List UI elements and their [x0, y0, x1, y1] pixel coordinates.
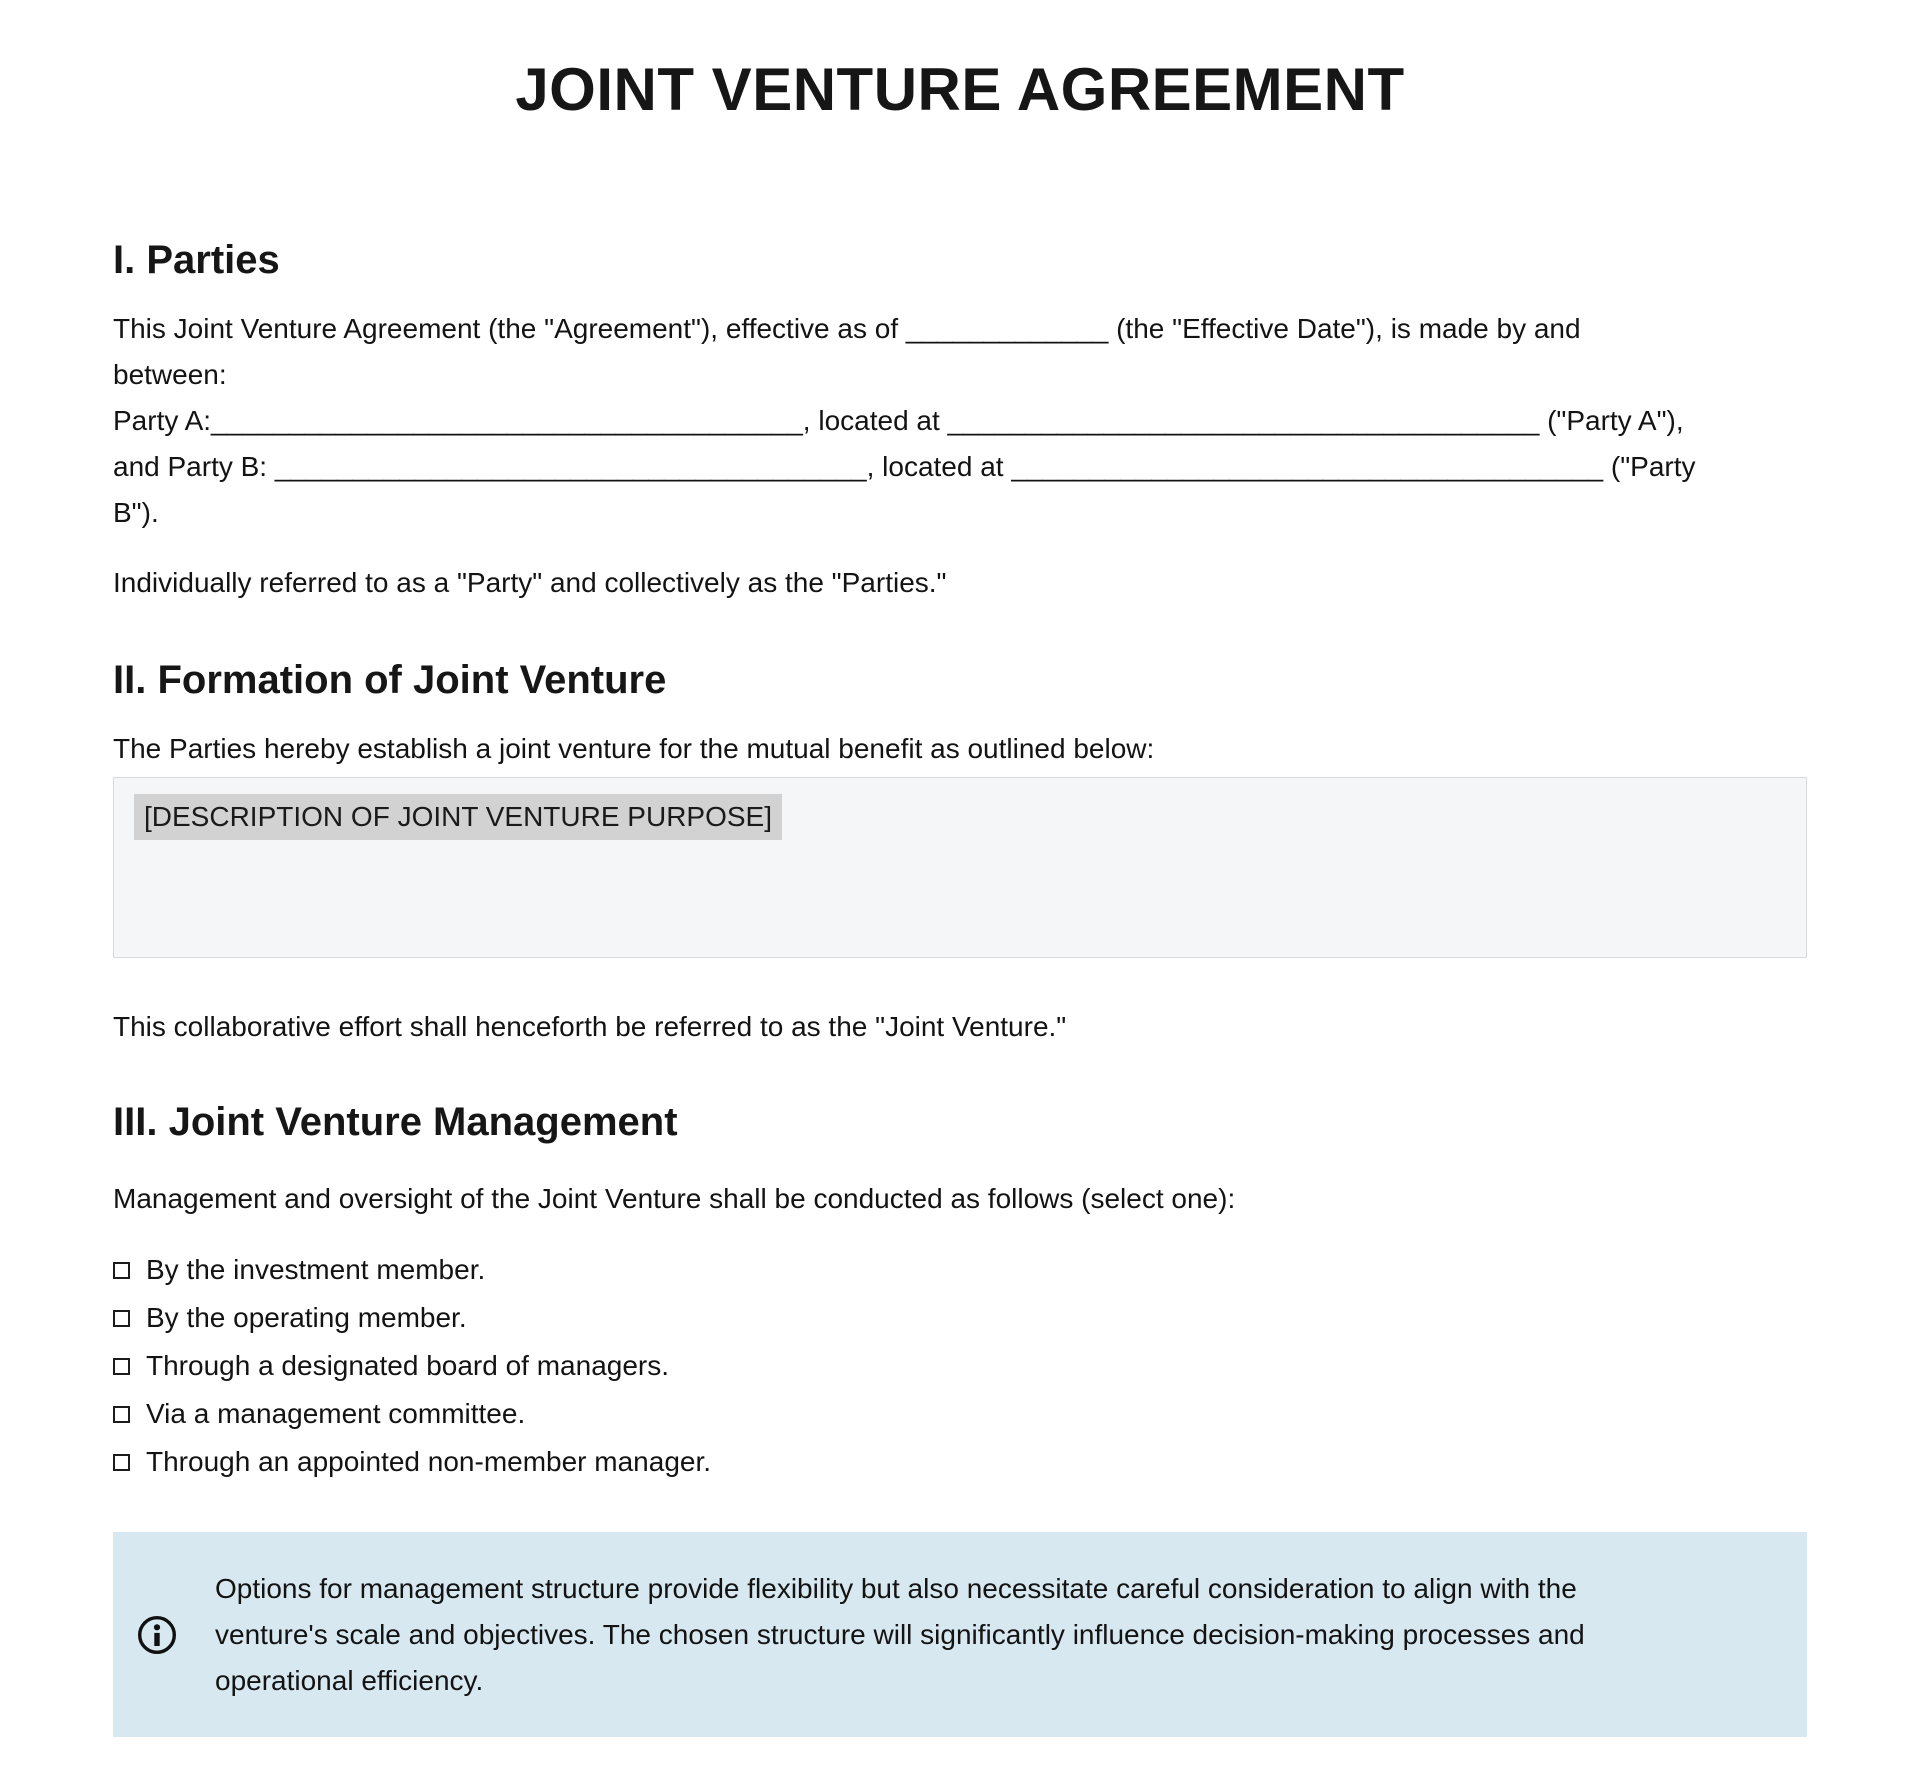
management-option — [113, 1294, 1807, 1342]
management-option — [113, 1390, 1807, 1438]
info-callout — [113, 1532, 1807, 1737]
management-option — [113, 1438, 1807, 1486]
parties-intro-line: B"). — [113, 497, 159, 528]
section-parties-heading: I. Parties — [113, 238, 280, 282]
option-label: Through an appointed non-member manager. — [146, 1446, 712, 1477]
section-management-heading: III. Joint Venture Management — [113, 1100, 678, 1144]
parties-intro — [113, 306, 1807, 536]
section-formation-heading: II. Formation of Joint Venture — [113, 658, 667, 702]
management-option — [113, 1246, 1807, 1294]
section-formation — [113, 656, 1807, 1050]
parties-intro-line: This Joint Venture Agreement (the "Agreement"), effective as of _____________ (the "Effective Date"), is made by and — [113, 313, 1581, 344]
option-label: By the operating member. — [146, 1302, 467, 1333]
parties-intro-line: between: — [113, 359, 227, 390]
management-intro: Management and oversight of the Joint Venture shall be conducted as follows (select one): — [113, 1183, 1236, 1214]
parties-intro-line: Party A:______________________________________, located at ______________________________________ ("Party A"), — [113, 405, 1684, 436]
info-note — [215, 1566, 1585, 1704]
info-circle-icon — [137, 1615, 177, 1655]
description-placeholder: [DESCRIPTION OF JOINT VENTURE PURPOSE] — [134, 794, 782, 840]
option-checkbox[interactable] — [113, 1406, 130, 1423]
section-management — [113, 1098, 1807, 1737]
parties-note: Individually referred to as a "Party" and collectively as the "Parties." — [113, 567, 947, 598]
management-option — [113, 1342, 1807, 1390]
formation-footer: This collaborative effort shall henceforth be referred to as the "Joint Venture." — [113, 1011, 1067, 1042]
option-label: By the investment member. — [146, 1254, 486, 1285]
info-note-line: operational efficiency. — [215, 1664, 484, 1696]
document-title: JOINT VENTURE AGREEMENT — [515, 56, 1405, 123]
option-label: Through a designated board of managers. — [146, 1350, 670, 1381]
info-note-line: venture's scale and objectives. The chosen structure will significantly influence decision-making processes and — [215, 1618, 1585, 1650]
parties-intro-line: and Party B: ______________________________________, located at ______________________________________ ("Party — [113, 451, 1696, 482]
description-textarea[interactable] — [113, 777, 1807, 958]
option-checkbox[interactable] — [113, 1262, 130, 1279]
option-checkbox[interactable] — [113, 1358, 130, 1375]
info-note-line: Options for management structure provide flexibility but also necessitate careful consideration to align with the — [215, 1572, 1577, 1604]
option-checkbox[interactable] — [113, 1310, 130, 1327]
formation-intro: The Parties hereby establish a joint venture for the mutual benefit as outlined below: — [113, 733, 1155, 764]
option-checkbox[interactable] — [113, 1454, 130, 1471]
management-options — [113, 1246, 1807, 1486]
section-parties — [113, 236, 1807, 606]
option-label: Via a management committee. — [146, 1398, 526, 1429]
